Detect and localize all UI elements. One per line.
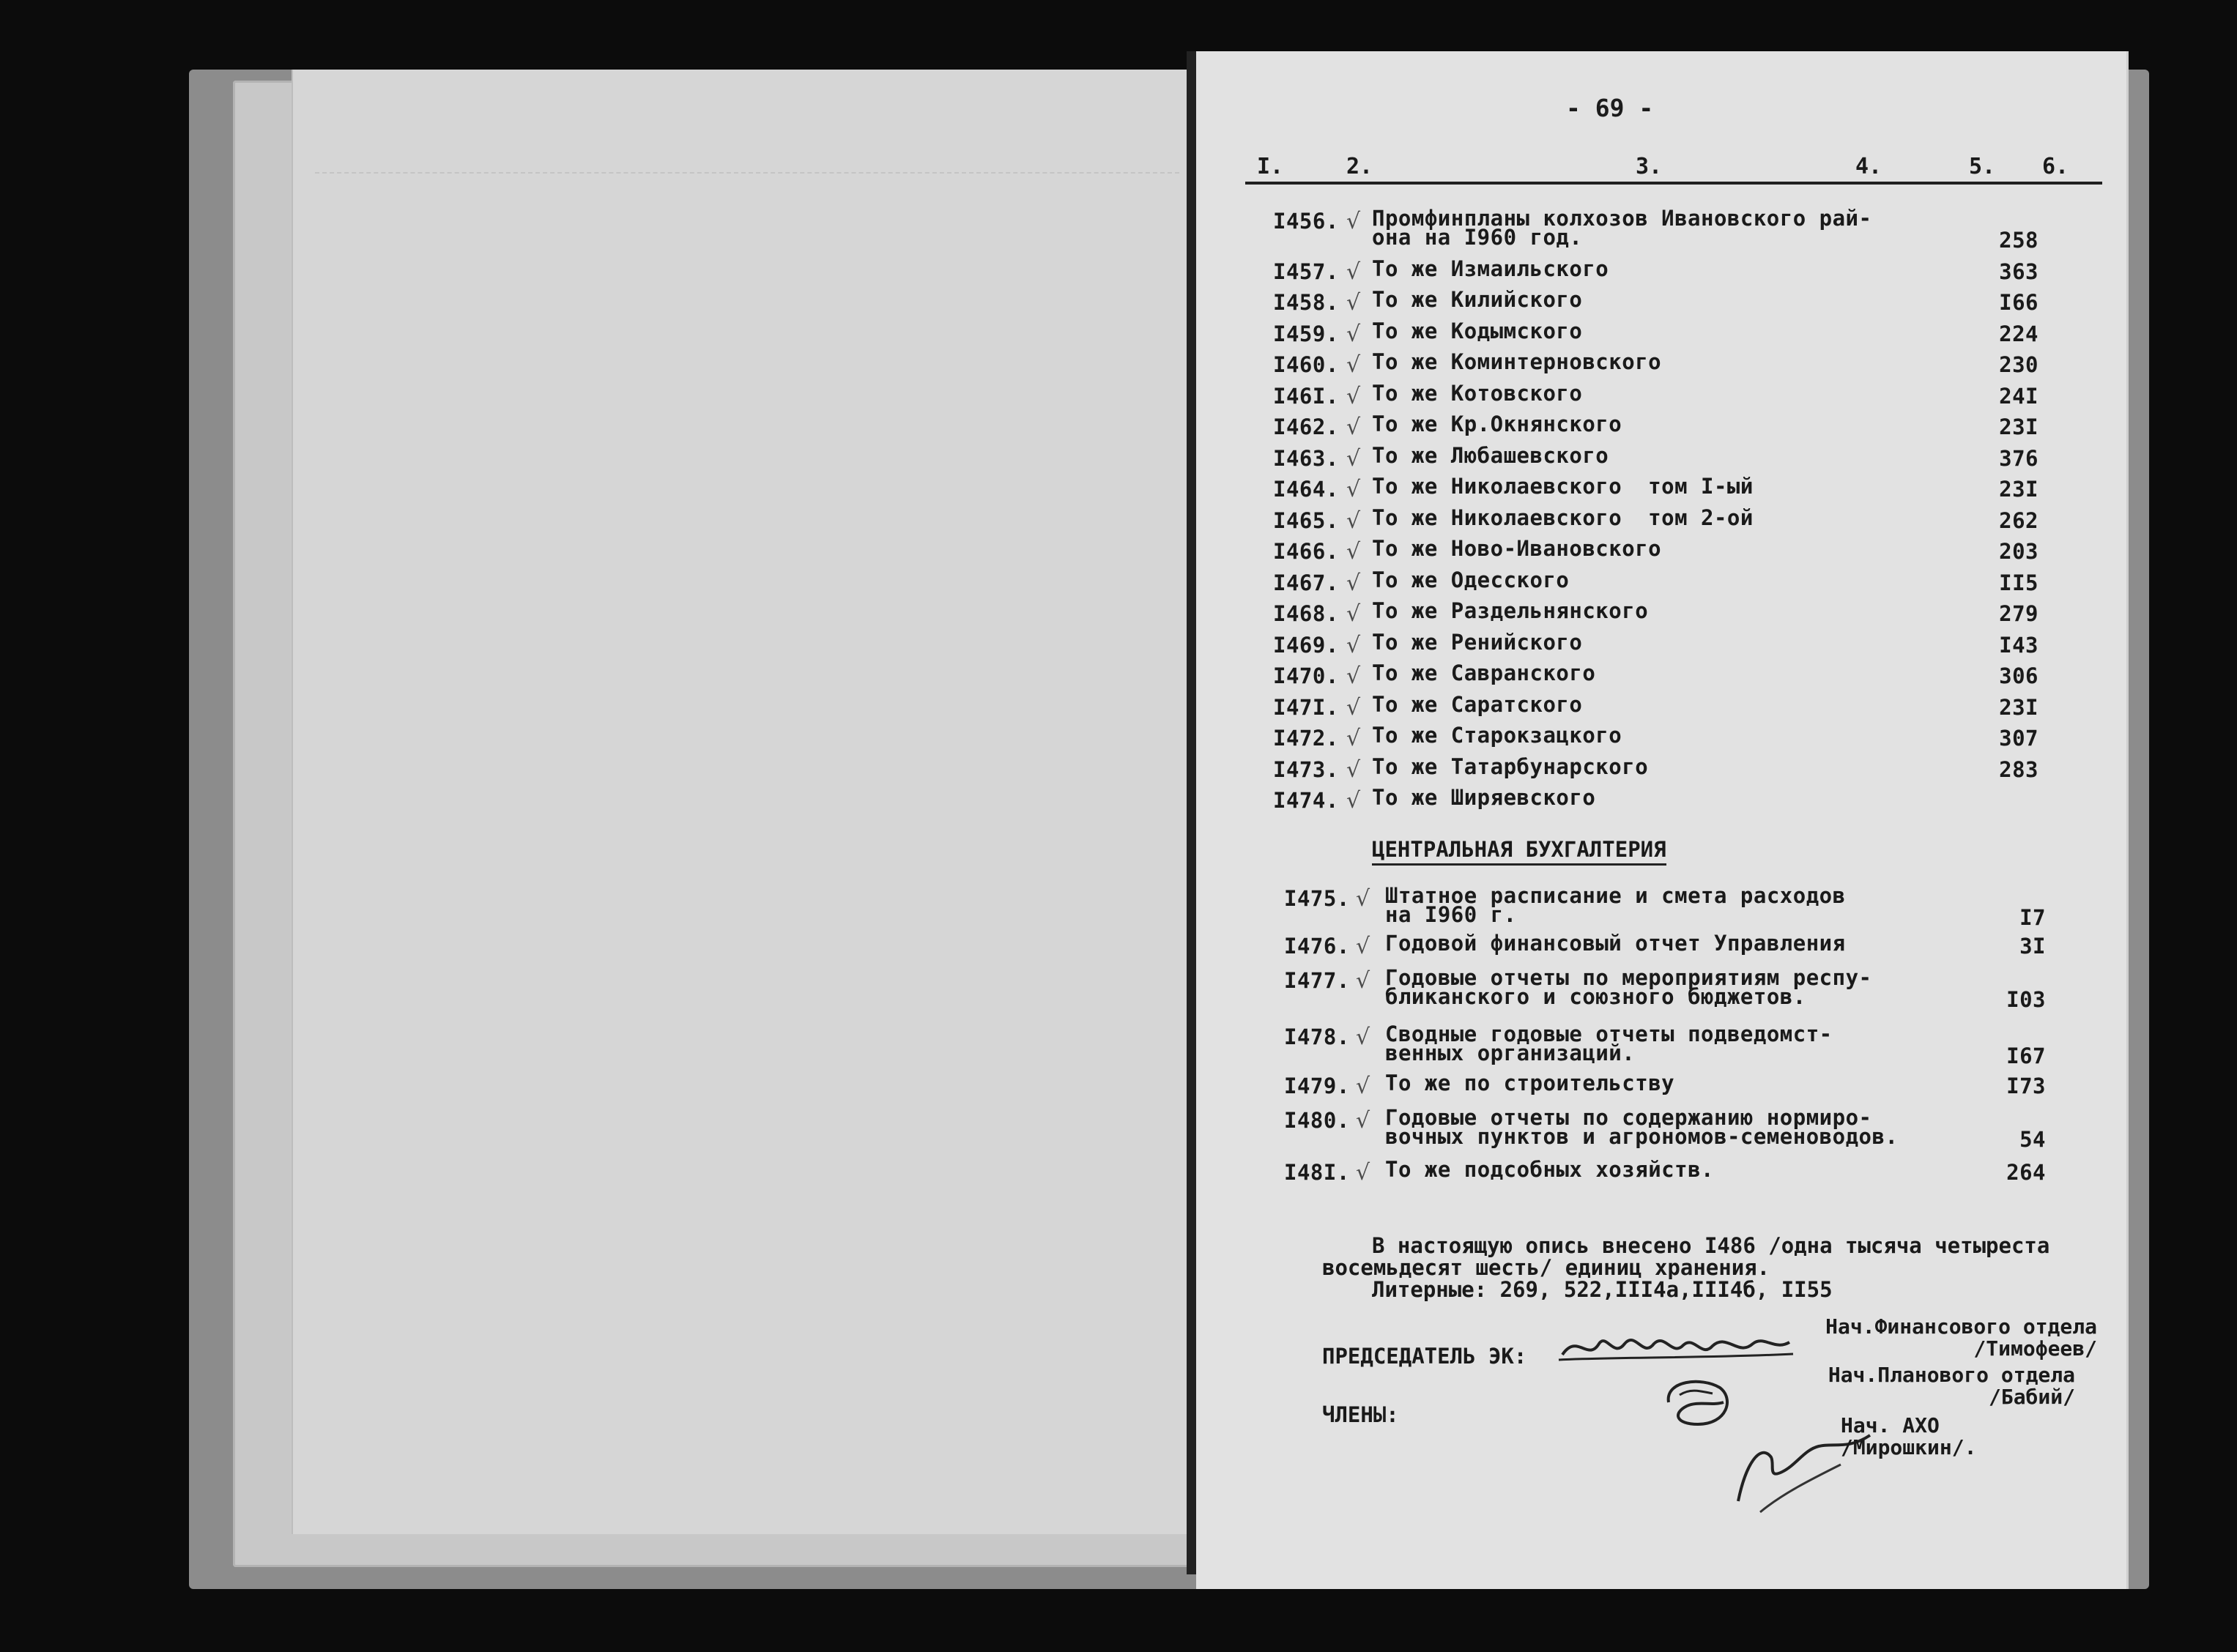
- item-number: I456.: [1273, 209, 1339, 234]
- right-page: [1196, 51, 2129, 1589]
- column-header-1: I.: [1257, 154, 1284, 179]
- item-sheet-count: I43: [1999, 632, 2038, 658]
- item-sheet-count: 23I: [1999, 414, 2038, 439]
- column-header-5: 5.: [1969, 154, 1996, 179]
- item-sheet-count: 3I: [2019, 934, 2046, 959]
- item-title: То же Килийского: [1372, 287, 1583, 312]
- checkmark-icon: √: [1346, 477, 1361, 502]
- item-sheet-count: 54: [2019, 1127, 2046, 1152]
- item-sheet-count: 283: [1999, 756, 2038, 782]
- item-title: То же Николаевского том I-ый: [1372, 474, 1754, 499]
- item-sheet-count: 306: [1999, 663, 2038, 688]
- checkmark-icon: √: [1346, 383, 1361, 409]
- item-title: То же Кр.Окнянского: [1372, 412, 1622, 436]
- item-number: I475.: [1284, 886, 1350, 911]
- item-title: То же Старокзацкого: [1372, 723, 1622, 748]
- checkmark-icon: √: [1356, 1108, 1370, 1134]
- item-sheet-count: 24I: [1999, 383, 2038, 409]
- checkmark-icon: √: [1346, 414, 1361, 440]
- item-title: То же Раздельнянского: [1372, 598, 1649, 623]
- item-sheet-count: 262: [1999, 507, 2038, 533]
- checkmark-icon: √: [1346, 663, 1361, 689]
- left-page-blank: [292, 70, 1194, 1534]
- checkmark-icon: √: [1356, 1024, 1370, 1050]
- item-number: I459.: [1273, 321, 1339, 346]
- item-title: То же Николаевского том 2-ой: [1372, 505, 1754, 530]
- checkmark-icon: √: [1346, 694, 1361, 721]
- page-number: - 69 -: [1566, 94, 1654, 122]
- item-sheet-count: 363: [1999, 258, 2038, 284]
- chairman-signature: [1555, 1322, 1797, 1373]
- item-sheet-count: 224: [1999, 321, 2038, 346]
- item-title: То же Ново-Ивановского: [1372, 536, 1662, 561]
- item-sheet-count: 203: [1999, 539, 2038, 564]
- item-title: То же Коминтерновского: [1372, 349, 1662, 374]
- item-number: I469.: [1273, 632, 1339, 658]
- chairman-title: Нач.Финансового отдела /Тимофеев/: [1825, 1314, 2097, 1361]
- item-title: То же Савранского: [1372, 661, 1596, 685]
- section-heading: ЦЕНТРАЛЬНАЯ БУХГАЛТЕРИЯ: [1372, 837, 1666, 866]
- item-sheet-count: II5: [1999, 570, 2038, 595]
- item-number: I474.: [1273, 788, 1339, 813]
- item-title: Сводные годовые отчеты подведомст- венных организаций.: [1385, 1022, 1833, 1065]
- member2-title: Нач. АХО /Мирошкин/.: [1841, 1413, 1977, 1459]
- chairman-label: ПРЕДСЕДАТЕЛЬ ЭК:: [1322, 1344, 1527, 1369]
- checkmark-icon: √: [1346, 570, 1361, 596]
- item-sheet-count: I67: [2006, 1043, 2046, 1068]
- item-sheet-count: 23I: [1999, 694, 2038, 720]
- checkmark-icon: √: [1346, 507, 1361, 534]
- item-number: I46I.: [1273, 383, 1339, 409]
- checkmark-icon: √: [1356, 1074, 1370, 1099]
- item-sheet-count: I7: [2019, 905, 2046, 930]
- column-header-4: 4.: [1855, 154, 1882, 179]
- item-title: То же Любашевского: [1372, 442, 1609, 468]
- item-title: То же Измаильского: [1372, 256, 1609, 281]
- item-title: То же Ширяевского: [1372, 785, 1596, 810]
- item-number: I476.: [1284, 934, 1350, 959]
- item-number: I463.: [1273, 445, 1339, 471]
- item-title: То же подсобных хозяйств.: [1385, 1157, 1714, 1182]
- item-sheet-count: I73: [2006, 1074, 2046, 1098]
- item-title: Годовые отчеты по мероприятиям респу- бликанского и союзного бюджетов.: [1385, 965, 1872, 1009]
- item-sheet-count: 307: [1999, 726, 2038, 751]
- checkmark-icon: √: [1346, 290, 1361, 316]
- checkmark-icon: √: [1346, 788, 1361, 814]
- item-number: I466.: [1273, 539, 1339, 564]
- item-number: I470.: [1273, 663, 1339, 688]
- checkmark-icon: √: [1346, 321, 1361, 347]
- item-sheet-count: 279: [1999, 601, 2038, 626]
- checkmark-icon: √: [1356, 934, 1370, 959]
- item-title: Годовые отчеты по содержанию нормиро- вочных пунктов и агрономов-семеноводов.: [1385, 1105, 1899, 1149]
- checkmark-icon: √: [1356, 886, 1370, 912]
- item-sheet-count: I66: [1999, 290, 2038, 315]
- item-sheet-count: 23I: [1999, 477, 2038, 502]
- item-number: I479.: [1284, 1074, 1350, 1098]
- checkmark-icon: √: [1346, 445, 1361, 472]
- checkmark-icon: √: [1346, 209, 1361, 234]
- item-title: То же Ренийского: [1372, 629, 1583, 655]
- item-sheet-count: 376: [1999, 445, 2038, 471]
- item-number: I460.: [1273, 352, 1339, 377]
- checkmark-icon: √: [1346, 756, 1361, 783]
- item-number: I480.: [1284, 1108, 1350, 1133]
- item-title: Промфинпланы колхозов Ивановского рай- она на I960 год.: [1372, 206, 1872, 250]
- closing-note-line-1: В настоящую опись внесено I486 /одна тысяча четыреста: [1372, 1233, 2050, 1258]
- header-rule: [1245, 182, 2102, 185]
- item-number: I473.: [1273, 756, 1339, 782]
- item-number: I478.: [1284, 1024, 1350, 1049]
- item-number: I458.: [1273, 290, 1339, 315]
- closing-note-line-2: восемьдесят шесть/ единиц хранения.: [1322, 1255, 1770, 1280]
- item-number: I47I.: [1273, 694, 1339, 720]
- column-header-2: 2.: [1346, 154, 1373, 179]
- checkmark-icon: √: [1346, 632, 1361, 658]
- item-title: То же по строительству: [1385, 1071, 1675, 1095]
- column-header-3: 3.: [1636, 154, 1663, 179]
- item-sheet-count: 230: [1999, 352, 2038, 377]
- item-title: Штатное расписание и смета расходов на I960 г.: [1385, 883, 1846, 927]
- checkmark-icon: √: [1346, 258, 1361, 285]
- item-number: I457.: [1273, 258, 1339, 284]
- item-title: То же Котовского: [1372, 380, 1583, 406]
- checkmark-icon: √: [1346, 539, 1361, 565]
- item-title: Годовой финансовый отчет Управления: [1385, 931, 1846, 956]
- item-number: I477.: [1284, 968, 1350, 993]
- item-number: I468.: [1273, 601, 1339, 626]
- checkmark-icon: √: [1356, 1160, 1370, 1186]
- member1-title: Нач.Планового отдела /Бабий/: [1828, 1363, 2075, 1409]
- item-number: I464.: [1273, 477, 1339, 502]
- item-sheet-count: I03: [2006, 987, 2046, 1012]
- checkmark-icon: √: [1346, 601, 1361, 627]
- item-number: I462.: [1273, 414, 1339, 439]
- checkmark-icon: √: [1346, 726, 1361, 751]
- members-label: ЧЛЕНЫ:: [1322, 1402, 1399, 1427]
- closing-note-line-3: Литерные: 269, 522,III4а,III4б, II55: [1372, 1277, 1833, 1302]
- checkmark-icon: √: [1346, 352, 1361, 378]
- item-sheet-count: 258: [1999, 228, 2038, 253]
- item-number: I467.: [1273, 570, 1339, 595]
- left-page-bleed-rule: [315, 172, 1179, 174]
- item-sheet-count: 264: [2006, 1160, 2046, 1185]
- item-number: I472.: [1273, 726, 1339, 751]
- item-title: То же Кодымского: [1372, 318, 1583, 343]
- item-title: То же Татарбунарского: [1372, 754, 1649, 779]
- item-title: То же Одесского: [1372, 567, 1570, 592]
- checkmark-icon: √: [1356, 968, 1370, 994]
- item-number: I48I.: [1284, 1160, 1350, 1185]
- item-title: То же Саратского: [1372, 691, 1583, 717]
- item-number: I465.: [1273, 507, 1339, 533]
- column-header-6: 6.: [2042, 154, 2069, 179]
- member1-signature: [1658, 1373, 1738, 1432]
